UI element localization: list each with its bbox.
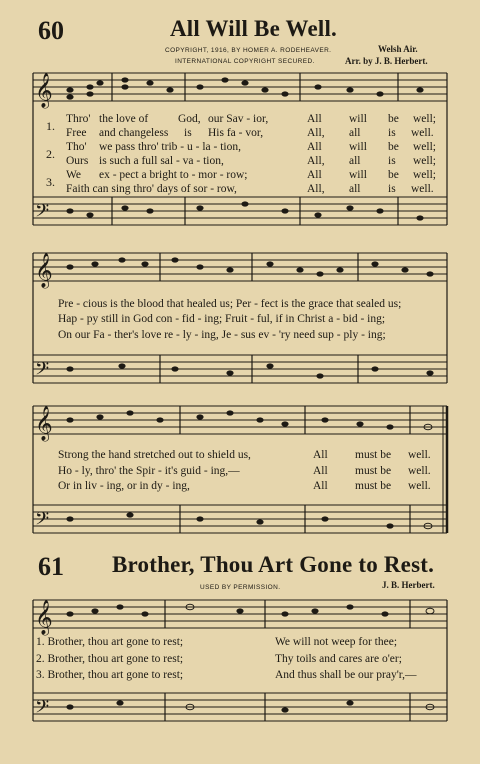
- verse-number: 3.: [46, 175, 55, 189]
- lyric-word: be: [388, 141, 399, 153]
- copyright-line: INTERNATIONAL COPYRIGHT SECURED.: [175, 58, 315, 65]
- lyric-word: all: [349, 155, 361, 167]
- lyric-word: All,: [307, 127, 325, 139]
- lyric-word: His fa - vor,: [208, 127, 264, 139]
- lyric-phrase: Thy toils and cares are o'er;: [275, 653, 402, 665]
- lyric-word: must be: [355, 465, 392, 477]
- lyric-word: is: [388, 155, 396, 167]
- lyric-word: All: [307, 169, 322, 181]
- lyric-word: be: [388, 169, 399, 181]
- staff: [33, 73, 447, 101]
- final-barlines: [443, 406, 447, 533]
- bass-clef-icon: 𝄢: [35, 697, 50, 722]
- lyric-word: All: [307, 141, 322, 153]
- treble-clef-icon: 𝄞: [35, 600, 53, 635]
- lyric-word: well.: [408, 449, 431, 461]
- bass-clef-icon: 𝄢: [35, 509, 50, 534]
- lyric-word: will: [349, 141, 367, 153]
- lyric-word: Or in liv - ing, or in dy - ing,: [58, 480, 190, 492]
- lyric-word: well;: [413, 169, 436, 181]
- staff: [33, 197, 447, 225]
- lyric-phrase: We will not weep for thee;: [275, 636, 398, 648]
- lyric-word: God,: [178, 113, 201, 125]
- lyric-word: All,: [307, 183, 325, 195]
- lyric-word: well;: [413, 155, 436, 167]
- lyric-line: On our Fa - ther's love re - ly - ing, Je - sus ev - 'ry need sup - ply - ing;: [58, 329, 386, 341]
- lyric-phrase: 2. Brother, thou art gone to rest;: [36, 653, 184, 665]
- lyric-word: must be: [355, 449, 392, 461]
- hymn-number: 60: [38, 16, 64, 45]
- lyric-word: well;: [413, 141, 436, 153]
- lyric-word: the love of: [99, 113, 149, 125]
- lyric-word: must be: [355, 480, 392, 492]
- lyric-word: Strong the hand stretched out to shield us,: [58, 449, 251, 461]
- tune-credit: Welsh Air.: [378, 44, 418, 54]
- lyric-word: is: [388, 183, 396, 195]
- staff: [33, 693, 447, 721]
- lyric-line: Hap - py still in God con - fid - ing; Fruit - ful, if in Christ a - bid - ing;: [58, 313, 386, 325]
- staff: [33, 253, 447, 281]
- bass-clef-icon: 𝄢: [35, 201, 50, 226]
- treble-clef-icon: 𝄞: [35, 406, 53, 441]
- lyric-word: is such a full sal - va - tion,: [99, 155, 224, 167]
- hymn-title: Brother, Thou Art Gone to Rest.: [112, 552, 435, 577]
- clefs: [35, 73, 53, 722]
- lyric-word: is: [388, 127, 396, 139]
- lyric-word: our Sav - ior,: [208, 113, 269, 125]
- lyric-word: all: [349, 127, 361, 139]
- lyric-word: well;: [413, 113, 436, 125]
- lyric-word: Ho - ly, thro' the Spir - it's guid - ing,—: [58, 465, 240, 477]
- lyric-word: will: [349, 113, 367, 125]
- staff: [33, 355, 447, 383]
- lyric-word: All: [313, 480, 328, 492]
- lyric-phrase: 1. Brother, thou art gone to rest;: [36, 636, 184, 648]
- lyric-phrase: And thus shall be our pray'r,—: [275, 669, 417, 681]
- lyric-word: We: [66, 169, 82, 181]
- lyric-word: well.: [411, 183, 434, 195]
- lyric-word: ex - pect a bright to - mor - row;: [99, 169, 248, 181]
- treble-clef-icon: 𝄞: [35, 253, 53, 288]
- lyric-word: All: [313, 449, 328, 461]
- lyric-word: All,: [307, 155, 325, 167]
- arranger-credit: Arr. by J. B. Herbert.: [345, 56, 428, 66]
- lyric-word: will: [349, 169, 367, 181]
- verse-number: 2.: [46, 147, 55, 161]
- lyric-word: and changeless: [99, 127, 169, 139]
- permission-note: USED BY PERMISSION.: [200, 584, 281, 591]
- hymn-title: All Will Be Well.: [170, 16, 337, 41]
- lyric-word: we pass thro' trib - u - la - tion,: [99, 141, 241, 153]
- lyric-word: Tho': [66, 141, 87, 153]
- lyric-phrase: 3. Brother, thou art gone to rest;: [36, 669, 184, 681]
- bass-clef-icon: 𝄢: [35, 359, 50, 384]
- lyric-word: be: [388, 113, 399, 125]
- lyric-word: Faith can sing thro' days of sor - row,: [66, 183, 237, 195]
- lyric-word: well.: [408, 480, 431, 492]
- lyric-word: All: [313, 465, 328, 477]
- hymn-number: 61: [38, 552, 64, 581]
- lyric-line: Pre - cious is the blood that healed us; Per - fect is the grace that sealed us;: [58, 298, 402, 310]
- lyric-word: Ours: [66, 155, 89, 167]
- staff: [33, 406, 447, 434]
- copyright-line: COPYRIGHT, 1916, BY HOMER A. RODEHEAVER.: [165, 47, 332, 54]
- lyric-word: all: [349, 183, 361, 195]
- lyric-word: well.: [411, 127, 434, 139]
- lyric-word: All: [307, 113, 322, 125]
- treble-clef-icon: 𝄞: [35, 73, 53, 108]
- verse-number: 1.: [46, 119, 55, 133]
- lyric-word: Thro': [66, 113, 91, 125]
- lyric-word: Free: [66, 127, 87, 139]
- staff: [33, 505, 447, 533]
- lyric-word: well.: [408, 465, 431, 477]
- composer-credit: J. B. Herbert.: [382, 580, 435, 590]
- lyric-word: is: [184, 127, 192, 139]
